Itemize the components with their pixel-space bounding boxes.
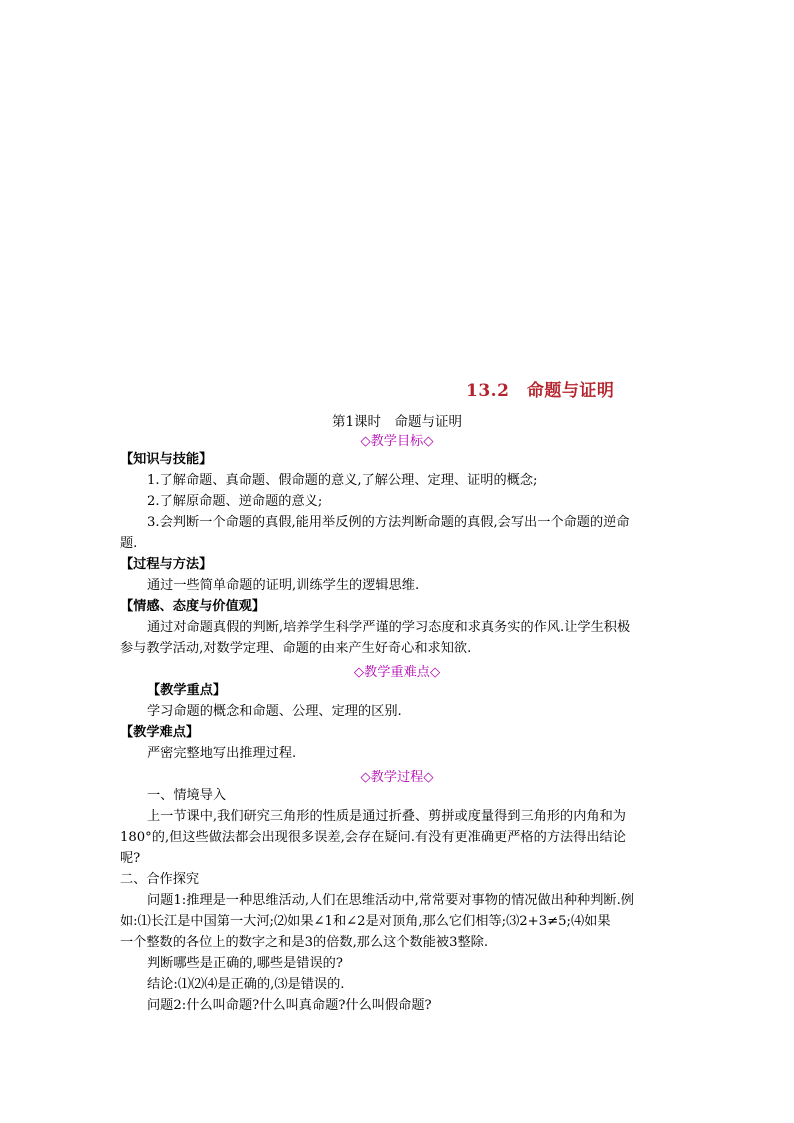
- heading-knowledge: 【知识与技能】: [120, 452, 213, 467]
- text-line: 3.会判断一个命题的真假,能用举反例的方法判断命题的真假,会写出一个命题的逆命: [147, 515, 630, 530]
- section-key-points: ◇教学重难点◇: [353, 665, 441, 680]
- text-line: 学习命题的概念和命题、公理、定理的区别.: [147, 704, 402, 719]
- text-line: 问题1:推理是一种思维活动,人们在思维活动中,常常要对事物的情况做出种种判断.例: [147, 893, 634, 908]
- text-line: 一、情境导入: [147, 788, 227, 803]
- section-process: ◇教学过程◇: [360, 770, 434, 785]
- text-line: 2.了解原命题、逆命题的意义;: [147, 494, 323, 509]
- text-line: 1.了解命题、真命题、假命题的意义,了解公理、定理、证明的概念;: [147, 473, 538, 488]
- text-line: 一个整数的各位上的数字之和是3的倍数,那么这个数能被3整除.: [120, 935, 489, 950]
- heading-key: 【教学重点】: [147, 683, 227, 698]
- text-line: 题.: [120, 536, 138, 551]
- section-goals: ◇教学目标◇: [360, 434, 434, 449]
- text-line: 如:⑴长江是中国第一大河;⑵如果∠1和∠2是对顶角,那么它们相等;⑶2+3≠5;⑷如果: [120, 914, 611, 929]
- heading-difficult: 【教学难点】: [120, 725, 200, 740]
- text-line: 二、合作探究: [120, 872, 200, 887]
- text-line: 判断哪些是正确的,哪些是错误的?: [147, 956, 343, 971]
- heading-process-method: 【过程与方法】: [120, 557, 213, 572]
- heading-emotion: 【情感、态度与价值观】: [120, 599, 266, 614]
- text-line: 180°的,但这些做法都会出现很多误差,会存在疑问.有没有更准确更严格的方法得出结论: [120, 830, 626, 845]
- text-line: 通过一些简单命题的证明,训练学生的逻辑思维.: [147, 578, 420, 593]
- text-line: 通过对命题真假的判断,培养学生科学严谨的学习态度和求真务实的作风.让学生积极: [147, 620, 631, 635]
- page-title: 13.2 命题与证明: [466, 381, 615, 401]
- text-line: 上一节课中,我们研究三角形的性质是通过折叠、剪拼或度量得到三角形的内角和为: [147, 809, 626, 824]
- text-line: 参与教学活动,对数学定理、命题的由来产生好奇心和求知欲.: [120, 641, 472, 656]
- text-line: 问题2:什么叫命题?什么叫真命题?什么叫假命题?: [147, 998, 432, 1013]
- text-line: 严密完整地写出推理过程.: [147, 746, 297, 761]
- lesson-subtitle: 第1课时 命题与证明: [331, 414, 463, 430]
- text-line: 呢?: [120, 851, 141, 866]
- text-line: 结论:⑴⑵⑷是正确的,⑶是错误的.: [147, 977, 345, 992]
